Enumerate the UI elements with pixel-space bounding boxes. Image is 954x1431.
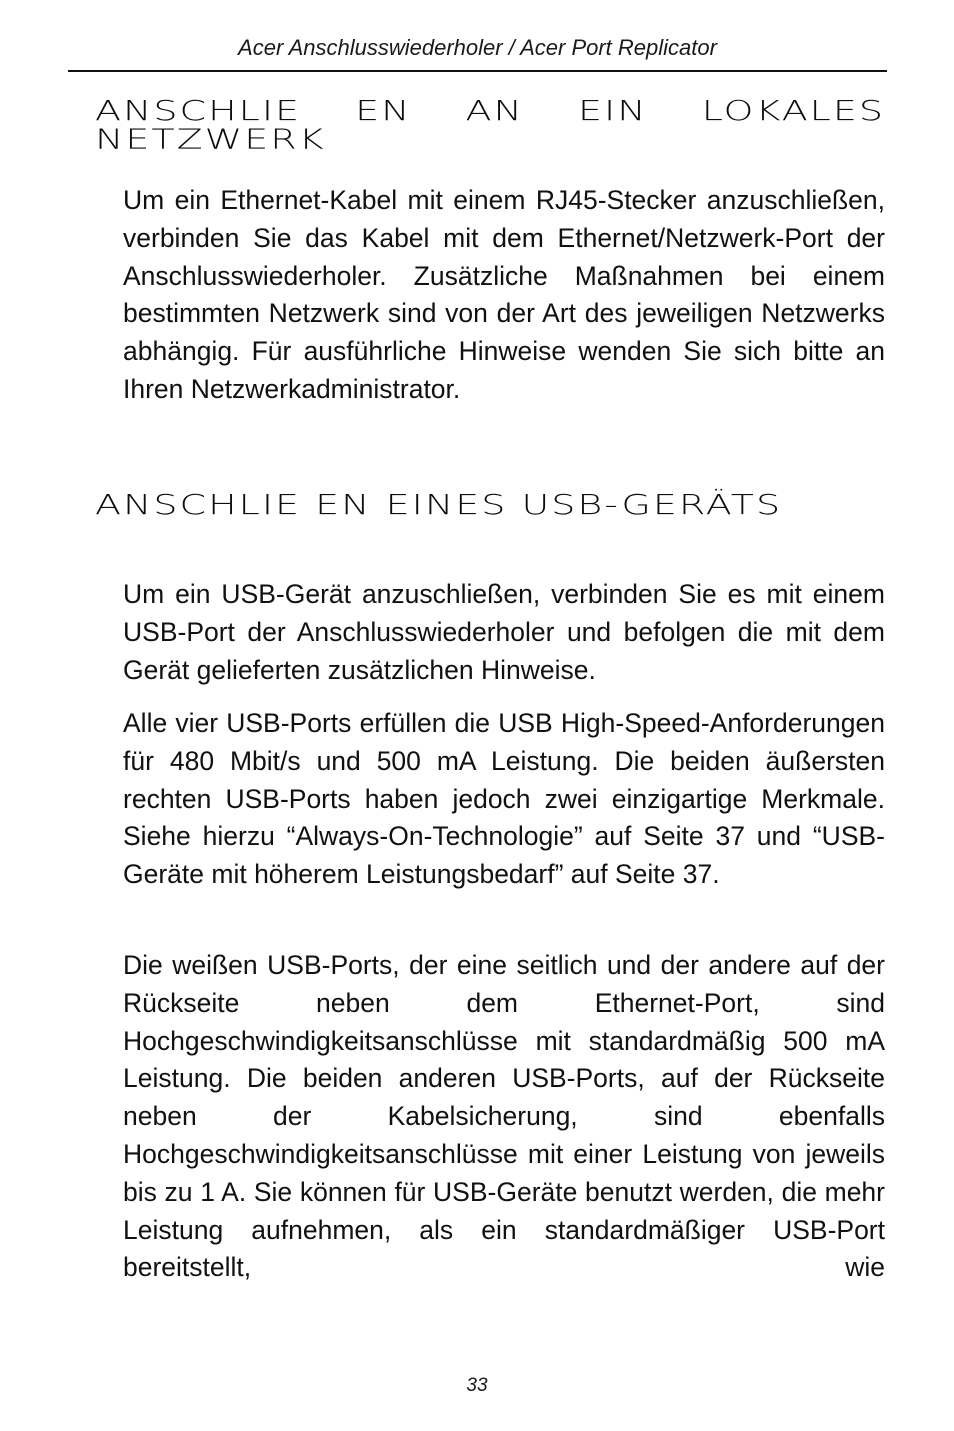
- paragraph-usb-power: Die weißen USB-Ports, der eine seitlich und der andere auf der Rückseite neben dem Ethernet-Port, sind Hochgeschwindigkeitsanschlüsse mit standardmäßig 500 mA Leistung. Die beiden anderen USB-Ports, auf der Rückseite neben der Kabelsicherung, sind ebenfalls Hochgeschwindigkeitsanschlüsse mit einer Leistung von jeweils bis zu 1 A. Sie können für USB-Geräte benutzt werden, die mehr Leistung aufnehmen, als ein standardmäßiger USB-Port bereitstellt, wie: [123, 950, 885, 1283]
- running-header: Acer Anschlusswiederholer / Acer Port Replicator: [238, 35, 717, 60]
- paragraph-usb-connect: Um ein USB-Gerät anzuschließen, verbinden Sie es mit einem USB-Port der Anschlusswiederholer und befolgen die mit dem Gerät gelieferten zusätzlichen Hinweise.: [123, 579, 885, 685]
- section-heading-usb: ANSCHLIE EN EINES USB-GERÄTS: [95, 488, 783, 521]
- paragraph-network: Um ein Ethernet-Kabel mit einem RJ45-Stecker anzuschließen, verbinden Sie das Kabel mit dem Ethernet/Netzwerk-Port der Anschlusswiederholer. Zusätzliche Maßnahmen bei einem bestimmten Netzwerk sind von der Art des jeweiligen Netzwerks abhängig. Für ausführliche Hinweise wenden Sie sich bitte an Ihren Netzwerkadministrator.: [123, 185, 885, 404]
- page-number: 33: [466, 1375, 488, 1396]
- paragraph-usb-ports: Alle vier USB-Ports erfüllen die USB High-Speed-Anforderungen für 480 Mbit/s und 500 mA Leistung. Die beiden äußersten rechten USB-Ports haben jedoch zwei einzigartige Merkmale. Siehe hierzu “Always-On-Technologie” auf Seite 37 und “USB-Geräte mit höherem Leistungsbedarf” auf Seite 37.: [123, 708, 885, 890]
- header-rule: [68, 70, 887, 72]
- section-heading-network: ANSCHLIE EN AN EIN LOKALES NETZWERK: [95, 94, 885, 156]
